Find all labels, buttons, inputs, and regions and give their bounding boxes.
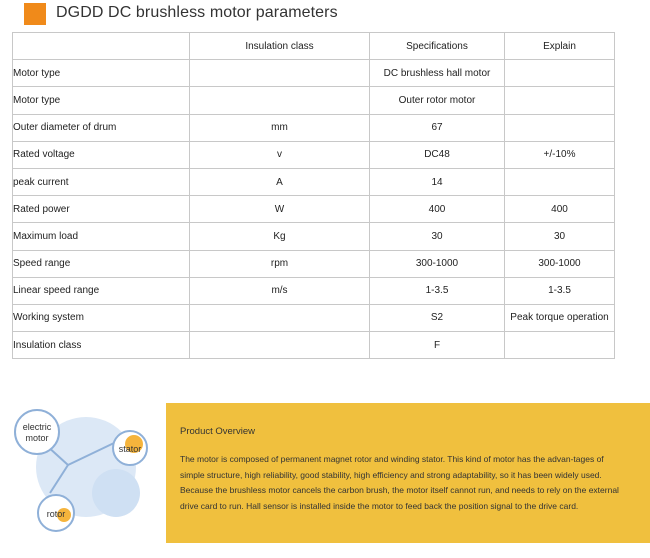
parameter-name: Linear speed range [13, 277, 190, 304]
parameter-unit: mm [190, 114, 370, 141]
parameter-explain: 300-1000 [505, 250, 615, 277]
electric-motor-label-line1: electric [22, 422, 52, 432]
parameter-unit: W [190, 196, 370, 223]
orange-square-icon [24, 3, 46, 25]
parameter-explain [505, 87, 615, 114]
table-row [13, 87, 615, 114]
parameter-explain: 1-3.5 [505, 277, 615, 304]
parameter-explain [505, 60, 615, 87]
parameter-unit: v [190, 141, 370, 168]
table-row [13, 277, 615, 304]
motor-parameters-table [12, 32, 615, 359]
parameter-unit [190, 60, 370, 87]
parameter-name: Speed range [13, 250, 190, 277]
parameter-spec: DC48 [370, 141, 505, 168]
parameter-spec: 30 [370, 223, 505, 250]
stator-label: stator [118, 444, 142, 454]
table-header-row [13, 33, 615, 60]
parameter-name: Rated power [13, 196, 190, 223]
page-header [24, 0, 644, 30]
parameter-explain [505, 168, 615, 195]
table-row [13, 141, 615, 168]
product-overview-title: Product Overview [180, 426, 255, 437]
product-overview-text: The motor is composed of permanent magnet rotor and winding stator. This kind of motor has the advan-tages of simple structure, high reliability, good stability, high efficiency and strong adaptability, so it has been widely used. Because the brushless motor cancels the carbon brush, the motor itself cannot run, and needs to rely on the external drive card to run. Hall sensor is installed inside the motor to feed back the position signal to the drive card. [180, 454, 619, 512]
electric-motor-node [15, 410, 59, 454]
parameter-name: Insulation class [13, 332, 190, 359]
parameter-unit [190, 87, 370, 114]
header-cell-specifications: Specifications [370, 33, 505, 60]
table-row [13, 196, 615, 223]
parameter-unit: m/s [190, 277, 370, 304]
parameter-unit: A [190, 168, 370, 195]
header-cell-explain: Explain [505, 33, 615, 60]
product-overview-panel [166, 403, 650, 543]
parameter-name: Motor type [13, 87, 190, 114]
parameter-spec: 67 [370, 114, 505, 141]
parameter-name: Working system [13, 304, 190, 331]
parameter-explain [505, 332, 615, 359]
parameter-spec: DC brushless hall motor [370, 60, 505, 87]
header-cell-blank [13, 33, 190, 60]
table-row [13, 250, 615, 277]
parameter-spec: F [370, 332, 505, 359]
parameter-name: Maximum load [13, 223, 190, 250]
table-row [13, 168, 615, 195]
rotor-label: rotor [46, 509, 66, 519]
table-row [13, 304, 615, 331]
electric-motor-label-line2: motor [25, 433, 49, 443]
parameter-unit: Kg [190, 223, 370, 250]
table-row [13, 60, 615, 87]
parameter-name: Outer diameter of drum [13, 114, 190, 141]
motor-structure-diagram [0, 395, 166, 558]
table-row [13, 332, 615, 359]
parameter-spec: 1-3.5 [370, 277, 505, 304]
parameter-spec: 400 [370, 196, 505, 223]
header-cell-insulation-class: Insulation class [190, 33, 370, 60]
table-row [13, 223, 615, 250]
table-row [13, 114, 615, 141]
parameter-unit [190, 304, 370, 331]
parameter-spec: 14 [370, 168, 505, 195]
parameter-explain: +/-10% [505, 141, 615, 168]
parameter-unit [190, 332, 370, 359]
parameter-unit: rpm [190, 250, 370, 277]
parameter-explain [505, 114, 615, 141]
page-title: DGDD DC brushless motor parameters [56, 4, 338, 21]
parameter-spec: 300-1000 [370, 250, 505, 277]
parameter-name: Motor type [13, 60, 190, 87]
parameter-explain: Peak torque operation [505, 304, 615, 331]
parameter-explain: 30 [505, 223, 615, 250]
parameter-name: peak current [13, 168, 190, 195]
parameter-name: Rated voltage [13, 141, 190, 168]
parameter-explain: 400 [505, 196, 615, 223]
background-blob [92, 469, 140, 517]
parameter-spec: Outer rotor motor [370, 87, 505, 114]
parameter-spec: S2 [370, 304, 505, 331]
